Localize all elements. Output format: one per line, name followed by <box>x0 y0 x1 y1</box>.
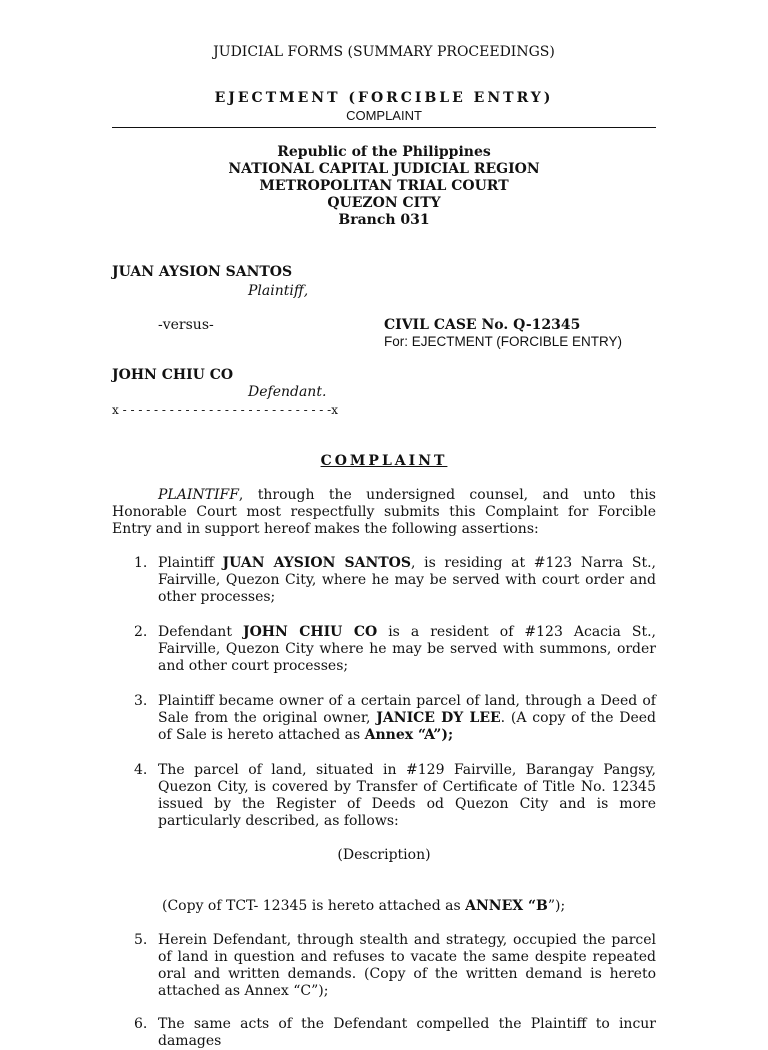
item-text-pre: Plaintiff <box>158 555 223 571</box>
item-number: 1. <box>134 555 148 571</box>
court-city: QUEZON CITY <box>327 195 441 211</box>
item-text-post: , is residing at #123 Narra St., Fairville, Quezon City, where he may be served with court order and other processes; <box>158 555 656 605</box>
item-number: 5. <box>134 932 148 948</box>
item-text <box>158 693 656 744</box>
case-type-heading: EJECTMENT (FORCIBLE ENTRY) <box>214 90 554 106</box>
item-text-bold: JOHN CHIU CO <box>242 624 378 640</box>
description-placeholder: (Description) <box>337 847 431 863</box>
court-republic: Republic of the Philippines <box>277 144 491 160</box>
item-text-bold: JANICE DY LEE <box>376 710 501 726</box>
item-number: 3. <box>134 693 148 709</box>
defendant-role: Defendant. <box>248 384 327 400</box>
item-text-bold2: Annex “A”); <box>364 727 454 743</box>
court-name: METROPOLITAN TRIAL COURT <box>259 178 509 194</box>
item-text-pre: Defendant <box>158 624 243 640</box>
defendant-name: JOHN CHIU CO <box>112 367 234 383</box>
court-region: NATIONAL CAPITAL JUDICIAL REGION <box>228 161 540 177</box>
intro-lead: PLAINTIFF <box>158 487 239 503</box>
doc-kind-label: COMPLAINT <box>346 108 422 123</box>
tct-pre: (Copy of TCT- 12345 is hereto attached as <box>162 898 466 914</box>
item-text-bold: JUAN AYSION SANTOS <box>222 555 411 571</box>
item-number: 4. <box>134 762 148 778</box>
tct-post: ”); <box>547 898 566 914</box>
tct-bold: ANNEX “B <box>465 898 548 914</box>
intro-rest: , through the undersigned counsel, and unto this Honorable Court most respectfully submits this Complaint for Forcible Entry and in support hereof makes the following assertions: <box>112 487 656 537</box>
versus-label: -versus- <box>158 317 214 333</box>
item-text-pre: Plaintiff became owner of a certain parcel of land, through a Deed of Sale from the original owner, <box>158 693 656 726</box>
item-text <box>158 624 656 675</box>
case-for: For: EJECTMENT (FORCIBLE ENTRY) <box>384 334 623 349</box>
item-number: 2. <box>134 624 148 640</box>
item-text-post: is a resident of #123 Acacia St., Fairville, Quezon City where he may be served with summons, order and other court processes; <box>158 624 656 674</box>
item-text: The same acts of the Defendant compelled the Plaintiff to incur damages <box>158 1016 656 1049</box>
complaint-title: COMPLAINT <box>320 453 448 469</box>
plaintiff-name: JUAN AYSION SANTOS <box>112 264 293 280</box>
header-divider <box>112 127 656 128</box>
item-number: 6. <box>134 1016 148 1032</box>
forms-title: JUDICIAL FORMS (SUMMARY PROCEEDINGS) <box>213 44 555 60</box>
item-text <box>158 555 656 606</box>
tct-annex-note <box>162 898 565 915</box>
court-branch: Branch 031 <box>338 212 430 228</box>
caption-separator: x - - - - - - - - - - - - - - - - - - - - - - - - - - -x <box>112 403 339 417</box>
case-number: CIVIL CASE No. Q-12345 <box>384 317 581 333</box>
plaintiff-role: Plaintiff, <box>248 283 309 299</box>
intro-paragraph <box>112 487 656 538</box>
item-text: The parcel of land, situated in #129 Fairville, Barangay Pangsy, Quezon City, is covered by Transfer of Certificate of Title No. 12345 issued by the Register of Deeds od Quezon City and is more particularly described, as follows: <box>158 762 656 829</box>
item-text-mid: . (A copy of the Deed of Sale is hereto attached as <box>158 710 657 743</box>
item-text: Herein Defendant, through stealth and strategy, occupied the parcel of land in question and refuses to vacate the same despite repeated oral and written demands. (Copy of the written demand is hereto attached as Annex “C”); <box>158 932 656 999</box>
